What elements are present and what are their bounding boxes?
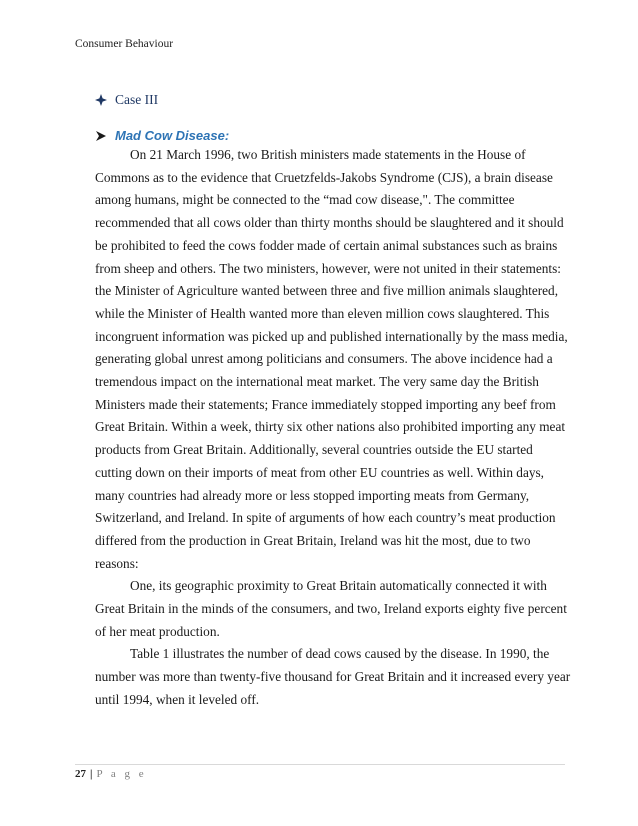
subheading [95,128,229,143]
case-label: Case III [115,92,159,107]
paragraph-1: On 21 March 1996, two British ministers made statements in the House of Commons as to the evidence that Cruetzfelds-Jakobs Syndrome (CJS), a brain disease among humans, might be connected to the “mad cow disease,". The committee recommended that all cows older than thirty months should be slaughtered and it should be prohibited to feed the cows fodder made of certain animal substances such as brains from sheep and others. The two ministers, however, were not united in their statements: the Minister of Agriculture wanted between three and five million animals slaughtered, while the Minister of Health wanted more than eleven million cows slaughtered. This incongruent information was picked up and published internationally by the mass media, generating global unrest among politicians and consumers. The above incidence had a tremendous impact on the international meat market. The very same day the British Ministers made their statements; France immediately stopped importing any beef from Great Britain. Within a week, thirty six other nations also prohibited importing any meat products from Great Britain. Additionally, several countries outside the EU started cutting down on their imports of meat from other EU countries as well. Within days, many countries had already more or less stopped importing meats from Germany, Switzerland, and Ireland. In spite of arguments of how each country’s meat production differed from the production in Great Britain, Ireland was hit the most, due to two reasons: [95,147,568,571]
page-separator: | [90,768,93,780]
subheading-text: Mad Cow Disease: [115,128,230,143]
page-number: 27 [75,768,86,780]
body-text [95,144,572,712]
paragraph-2: One, its geographic proximity to Great Britain automatically connected it with Great Britain in the minds of the consumers, and two, Ireland exports eighty five percent of her meat production. [95,578,567,639]
paragraph-3: Table 1 illustrates the number of dead cows caused by the disease. In 1990, the number was more than twenty-five thousand for Great Britain and it increased every year until 1994, when it leveled off. [95,646,571,707]
footer-divider [75,764,565,765]
page-footer [75,768,147,780]
page-word: P a g e [96,768,147,780]
diamond-bullet-icon [95,94,107,106]
case-heading [95,92,158,108]
arrow-bullet-icon [95,130,107,142]
page-header-title: Consumer Behaviour [75,38,174,50]
